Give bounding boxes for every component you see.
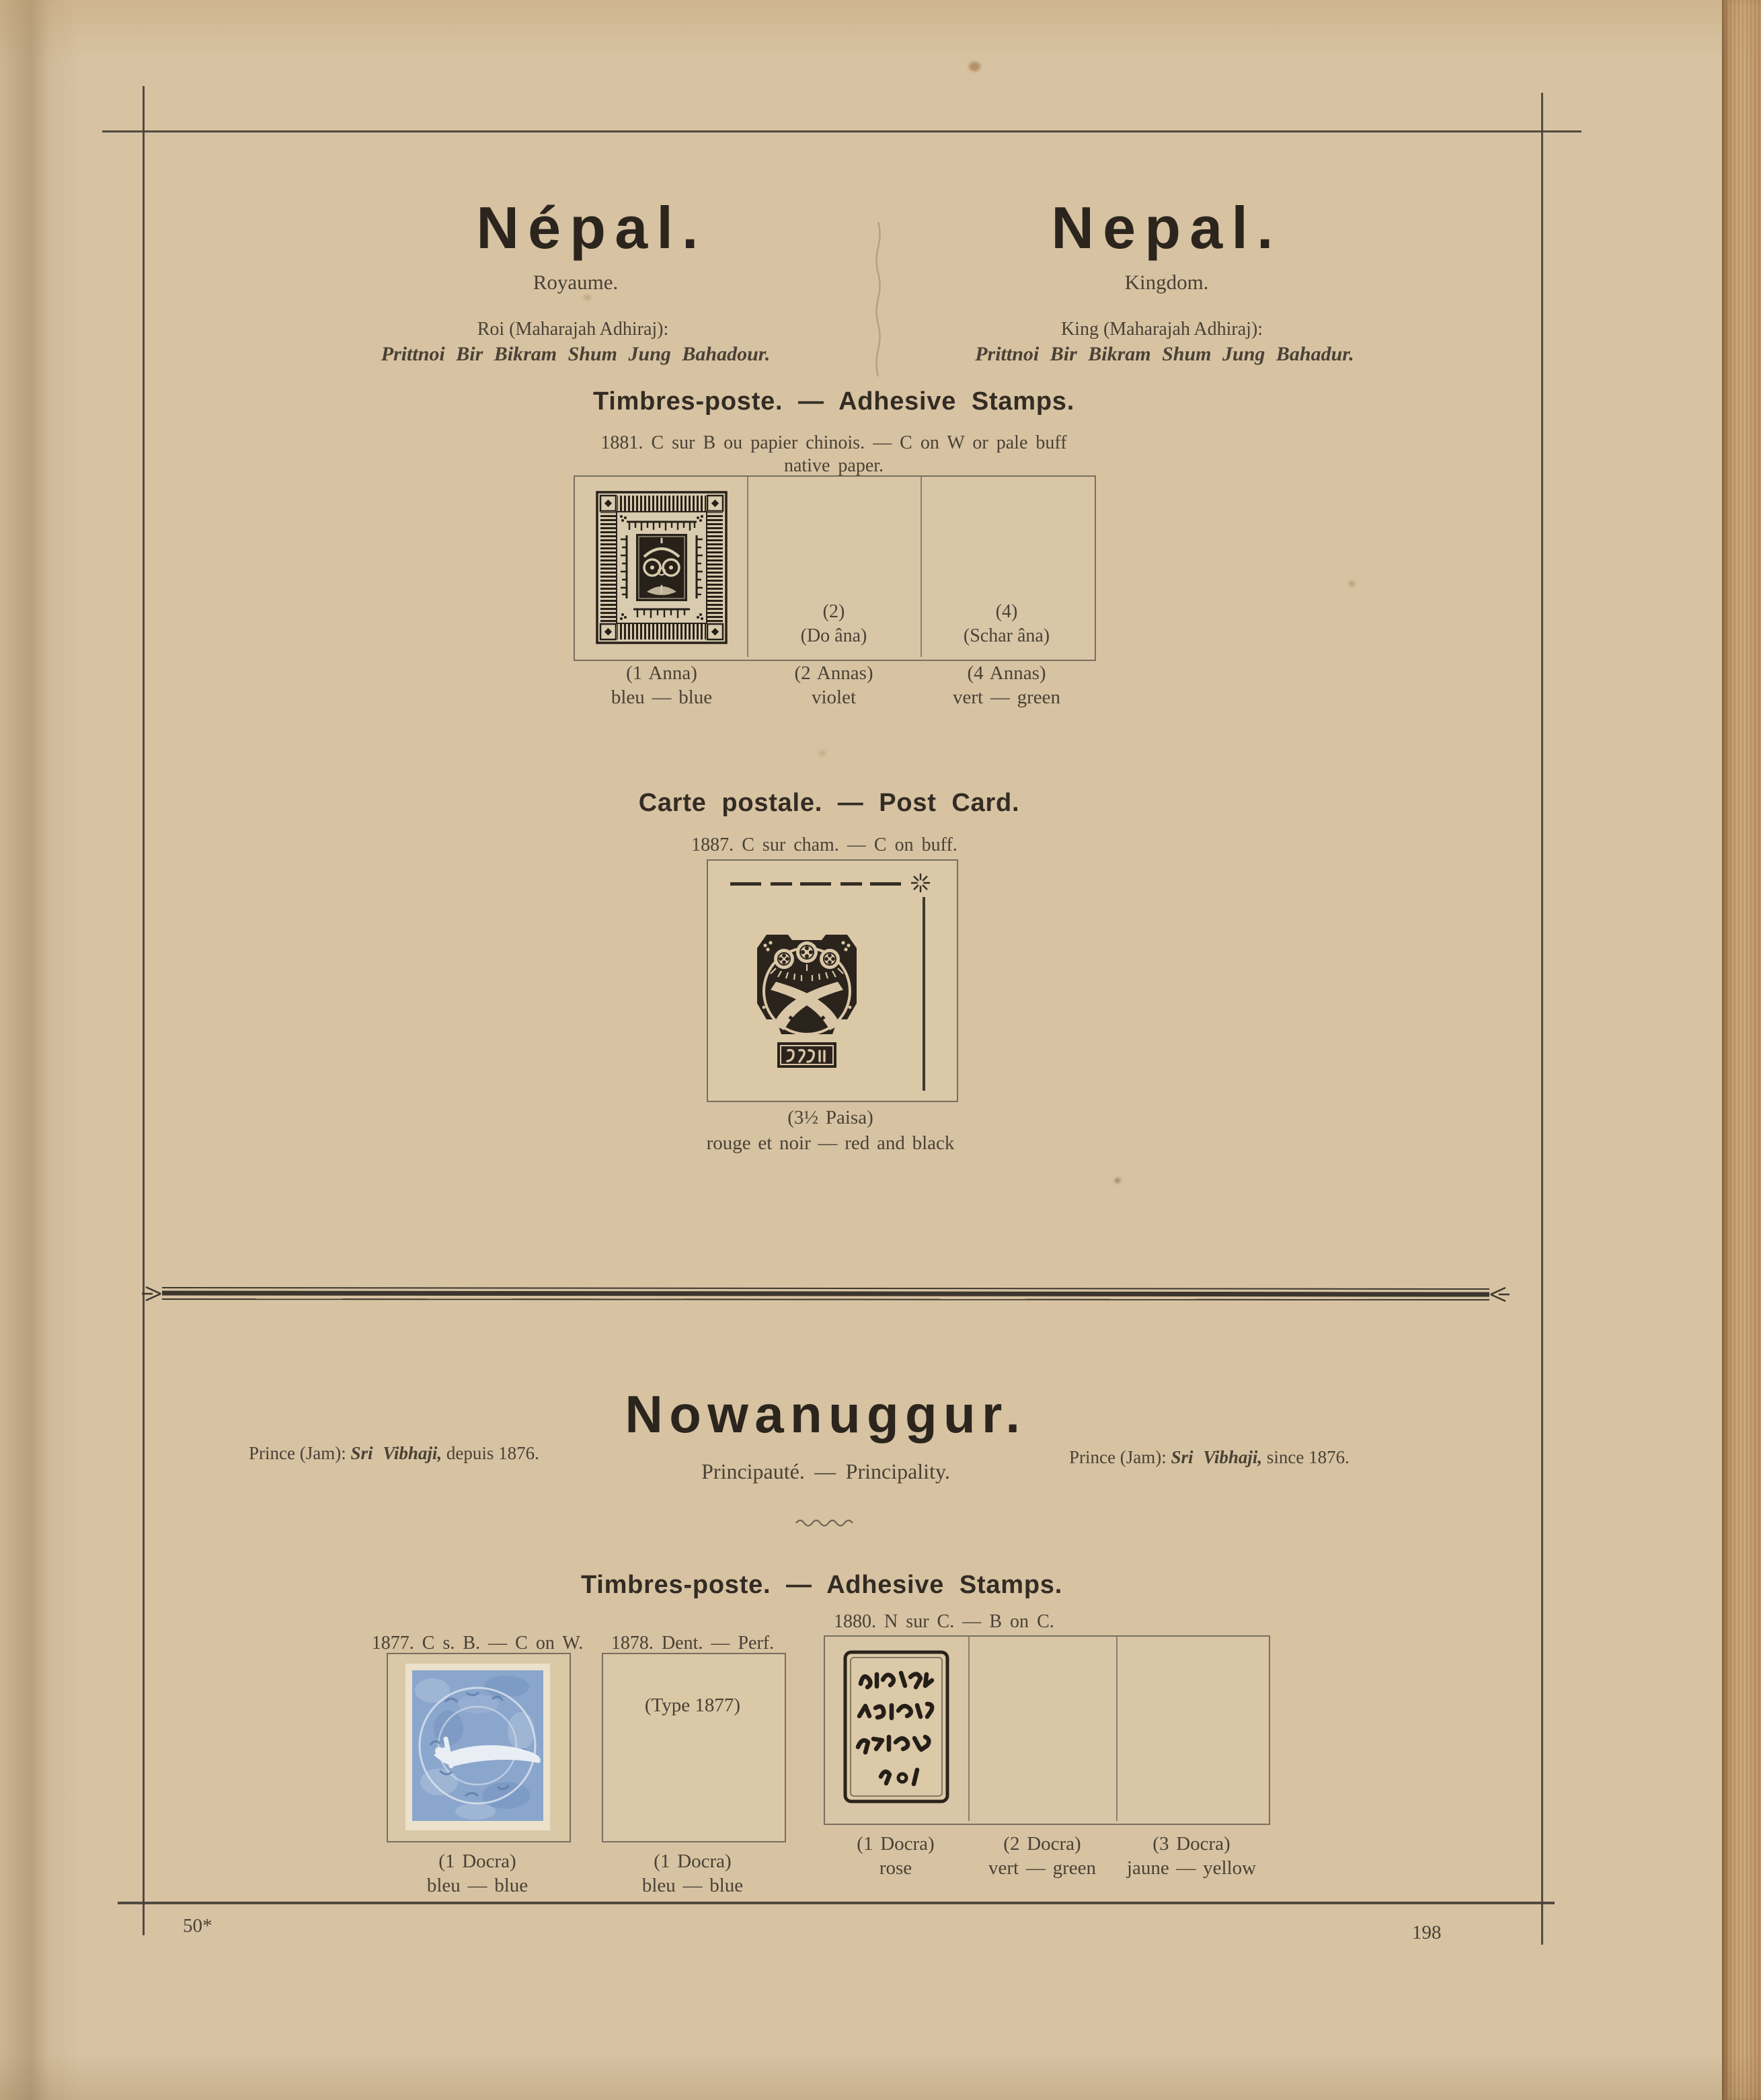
issue-1880-color-3: jaune — yellow (1126, 1857, 1257, 1879)
issue-1881-color-3: vert — green (953, 687, 1060, 708)
issue-1878-caption: 1878. Dent. — Perf. (611, 1633, 775, 1654)
issue-1878-color: bleu — blue (641, 1875, 744, 1896)
issue-1880-table-divider (1116, 1637, 1118, 1821)
issue-1880-value-2: (2 Docra) (1003, 1833, 1081, 1855)
postcard-address-rule (730, 882, 906, 886)
nowanuggur-subtitle: Principauté. — Principality. (701, 1459, 950, 1483)
prince-fr-name: Sri Vibhaji, (350, 1443, 442, 1463)
issue-1887-caption: 1887. C sur cham. — C on buff. (691, 834, 957, 855)
postcard-star-ornament (909, 871, 932, 894)
nepal-postcard-heading: Carte postale. — Post Card. (638, 789, 1020, 817)
fox-spot (584, 295, 591, 301)
nepal-title-en: Nepal. (1051, 194, 1282, 261)
issue-1880-color-1: rose (879, 1857, 912, 1879)
nepal-ruler-label-en: King (Maharajah Adhiraj): (1060, 319, 1263, 340)
issue-1880-table-divider (968, 1637, 970, 1821)
issue-1880-value-3: (3 Docra) (1152, 1833, 1230, 1855)
issue-1877-value: (1 Docra) (438, 1851, 516, 1872)
frame-right-rule (1541, 93, 1543, 1945)
book-page-edges (1722, 0, 1761, 2100)
issue-1881-cell3-name: (Schar âna) (963, 625, 1050, 646)
section-divider-rule (138, 1280, 1514, 1306)
nepal-ruler-label-fr: Roi (Maharajah Adhiraj): (477, 319, 669, 340)
page-number-left: 50* (183, 1915, 212, 1937)
fox-spot (969, 62, 980, 71)
issue-1881-table-divider (747, 477, 748, 657)
prince-fr-prefix: Prince (Jam): (249, 1443, 351, 1463)
book-gutter-shadow (0, 0, 81, 2100)
nowanuggur-title: Nowanuggur. (625, 1385, 1027, 1444)
nowanuggur-prince-en (1069, 1447, 1349, 1468)
nepal-1anna-stamp-art (596, 491, 728, 644)
nepal-ruler-name-fr: Prittnoi Bir Bikram Shum Jung Bahadour. (381, 343, 771, 365)
frame-top-rule (102, 130, 1581, 132)
issue-1877-color: bleu — blue (426, 1875, 529, 1896)
prince-en-name: Sri Vibhaji, (1171, 1447, 1263, 1467)
issue-1887-color: rouge et noir — red and black (706, 1132, 955, 1154)
fox-spot (1349, 581, 1355, 586)
fox-spot (819, 750, 826, 756)
nepal-postcard-emblem-art (737, 919, 877, 1072)
issue-1881-color-1: bleu — blue (611, 687, 713, 708)
issue-1878-type-note: (Type 1877) (644, 1695, 741, 1716)
page-number-right: 198 (1412, 1922, 1442, 1943)
issue-1887-value: (3½ Paisa) (787, 1107, 873, 1128)
nepal-title-fr: Népal. (476, 194, 707, 261)
nepal-stamps-heading: Timbres-poste. — Adhesive Stamps. (592, 387, 1075, 416)
issue-1880-caption: 1880. N sur C. — B on C. (834, 1611, 1054, 1632)
issue-1881-table-divider (921, 477, 922, 657)
issue-1881-color-2: violet (811, 687, 857, 708)
nowanuggur-1877-stamp-art (405, 1664, 550, 1830)
issue-1881-cell2-number: (2) (822, 601, 845, 622)
issue-1880-value-1: (1 Docra) (857, 1833, 935, 1855)
frame-left-rule (143, 86, 145, 1935)
nepal-subtitle-en: Kingdom. (1124, 270, 1209, 294)
nowanuggur-stamps-heading: Timbres-poste. — Adhesive Stamps. (580, 1571, 1063, 1599)
prince-en-prefix: Prince (Jam): (1069, 1447, 1171, 1467)
nepal-ruler-name-en: Prittnoi Bir Bikram Shum Jung Bahadur. (975, 343, 1354, 365)
frame-bottom-rule (118, 1902, 1555, 1904)
paper-crease (873, 222, 884, 377)
nowanuggur-squiggle-ornament (795, 1517, 859, 1528)
nepal-subtitle-fr: Royaume. (533, 270, 619, 294)
issue-1881-caption-line1: 1881. C sur B ou papier chinois. — C on W or pale buff (600, 432, 1067, 453)
issue-1881-caption-line2: native paper. (783, 455, 884, 476)
nowanuggur-prince-fr (249, 1443, 539, 1464)
page-bottom-shading (0, 2053, 1761, 2100)
issue-1878-box (602, 1653, 786, 1842)
issue-1881-cell2-name: (Do âna) (800, 625, 867, 646)
issue-1880-color-2: vert — green (988, 1857, 1096, 1879)
nowanuggur-1880-stamp-art (842, 1649, 951, 1805)
issue-1878-value: (1 Docra) (654, 1851, 732, 1872)
issue-1881-value-1: (1 Anna) (626, 662, 697, 684)
prince-fr-suffix: depuis 1876. (442, 1443, 539, 1463)
issue-1881-value-2: (2 Annas) (794, 662, 873, 684)
issue-1877-caption: 1877. C s. B. — C on W. (371, 1633, 584, 1654)
postcard-vertical-rule (923, 897, 925, 1091)
page-top-shading (0, 0, 1761, 64)
issue-1881-value-3: (4 Annas) (967, 662, 1046, 684)
issue-1881-cell3-number: (4) (995, 601, 1018, 622)
fox-spot (1115, 1178, 1120, 1183)
prince-en-suffix: since 1876. (1262, 1447, 1349, 1467)
